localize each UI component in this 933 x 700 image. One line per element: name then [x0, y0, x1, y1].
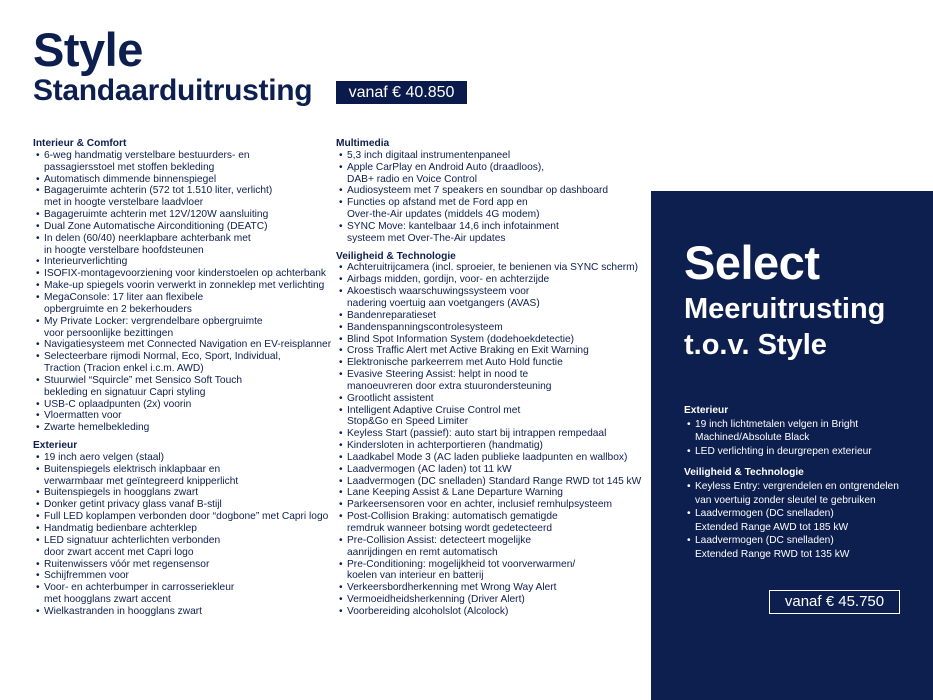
list-item: • Buitenspiegels in hoogglans zwart	[33, 487, 333, 499]
list-item: • 5,3 inch digitaal instrumentenpaneel	[336, 150, 646, 162]
select-section-exterieur	[684, 404, 924, 458]
list-item: • Grootlicht assistent	[336, 393, 646, 405]
list-item: • Apple CarPlay en Android Auto (draadloos), DAB+ radio en Voice Control	[336, 162, 646, 186]
section-multimedia	[336, 138, 646, 245]
section-title: Exterieur	[684, 405, 729, 416]
list-item: • Intelligent Adaptive Cruise Control met Stop&Go en Speed Limiter	[336, 405, 646, 429]
list-item: • Pre-Collision Assist: detecteert mogelijke aanrijdingen en remt automatisch	[336, 535, 646, 559]
list-item: • In delen (60/40) neerklapbare achterbank met in hoogte verstelbare hoofdsteunen	[33, 233, 333, 257]
left-column	[33, 138, 333, 618]
list-item: • Donker getint privacy glass vanaf B-stijl	[33, 499, 333, 511]
section-exterieur	[33, 440, 333, 618]
list-item: • Full LED koplampen verbonden door “dogbone” met Capri logo	[33, 511, 333, 523]
list-item: • Laadkabel Mode 3 (AC laden publieke laadpunten en wallbox)	[336, 452, 646, 464]
list-item: • Bagageruimte achterin (572 tot 1.510 liter, verlicht) met in hoogte verstelbare laadvloer	[33, 185, 333, 209]
section-title: Veiligheid & Technologie	[684, 467, 804, 479]
select-panel	[651, 191, 933, 700]
list-item: • LED signatuur achterlichten verbonden door zwart accent met Capri logo	[33, 535, 333, 559]
list-item: • Kindersloten in achterportieren (handmatig)	[336, 440, 646, 452]
list-item: • Vermoeidheidsherkenning (Driver Alert)	[336, 594, 646, 606]
select-title: Select	[684, 236, 820, 289]
list-item: • Achteruitrijcamera (incl. sproeier, te benienen via SYNC scherm)	[336, 262, 646, 274]
list-item: • Blind Spot Information System (dodehoekdetectie)	[336, 334, 646, 346]
page-title: Style	[33, 23, 143, 76]
feature-list	[33, 452, 333, 618]
section-veiligheid-technologie	[336, 251, 646, 618]
list-item: • Voorbereiding alcoholslot (Alcolock)	[336, 606, 646, 618]
list-item: • Bandenspanningscontrolesysteem	[336, 322, 646, 334]
list-item: • Bandenreparatieset	[336, 310, 646, 322]
list-item: • Wielkastranden in hoogglans zwart	[33, 606, 333, 618]
list-item: • Audiosysteem met 7 speakers en soundbar op dashboard	[336, 185, 646, 197]
list-item: • SYNC Move: kantelbaar 14,6 inch infotainment systeem met Over-The-Air updates	[336, 221, 646, 245]
list-item: • Bagageruimte achterin met 12V/120W aansluiting	[33, 209, 333, 221]
list-item: • Buitenspiegels elektrisch inklapbaar en verwarmbaar met geïntegreerd knipperlicht	[33, 464, 333, 488]
list-item: • Stuurwiel “Squircle” met Sensico Soft Touch bekleding en signatuur Capri styling	[33, 375, 333, 399]
list-item: • Automatisch dimmende binnenspiegel	[33, 174, 333, 186]
style-price-badge: vanaf € 40.850	[336, 81, 467, 104]
list-item: • My Private Locker: vergrendelbare opbergruimte voor persoonlijke bezittingen	[33, 316, 333, 340]
list-item: • Parkeersensoren voor en achter, inclusief remhulpsysteem	[336, 499, 646, 511]
feature-list	[336, 150, 646, 245]
list-item: • Vloermatten voor	[33, 410, 333, 422]
list-item: • Make-up spiegels voorin verwerkt in zonneklep met verlichting	[33, 280, 333, 292]
select-features	[684, 404, 924, 562]
list-item: • Zwarte hemelbekleding	[33, 422, 333, 434]
list-item: • Navigatiesysteem met Connected Navigation en EV-reisplanner	[33, 339, 333, 351]
feature-list	[684, 480, 924, 562]
list-item: • Keyless Start (passief): auto start bij intrappen rempedaal	[336, 428, 646, 440]
list-item: • Ruitenwissers vóór met regensensor	[33, 559, 333, 571]
list-item: • Elektronische parkeerrem met Auto Hold functie	[336, 357, 646, 369]
list-item: • Keyless Entry: vergrendelen en ontgrendelen van voertuig zonder sleutel te gebruiken	[684, 480, 924, 507]
list-item: • Verkeersbordherkenning met Wrong Way Alert	[336, 582, 646, 594]
list-item: • Cross Traffic Alert met Active Braking en Exit Warning	[336, 345, 646, 357]
select-price-badge: vanaf € 45.750	[769, 590, 900, 614]
section-interieur-comfort	[33, 138, 333, 434]
section-title: Veiligheid & Technologie	[336, 250, 456, 262]
section-title: Interieur & Comfort	[33, 138, 127, 149]
list-item: • Laadvermogen (DC snelladen) Extended Range AWD tot 185 kW	[684, 507, 924, 534]
list-item: • Akoestisch waarschuwingssysteem voor nadering voertuig aan voetgangers (AVAS)	[336, 286, 646, 310]
list-item: • Functies op afstand met de Ford app en Over-the-Air updates (middels 4G modem)	[336, 197, 646, 221]
select-section-veiligheid	[684, 466, 924, 561]
page-subtitle: Standaarduitrusting	[33, 74, 313, 107]
section-title: Multimedia	[336, 138, 390, 149]
list-item: • Airbags midden, gordijn, voor- en achterzijde	[336, 274, 646, 286]
list-item: • LED verlichting in deurgrepen exterieur	[684, 445, 924, 459]
section-title: Exterieur	[33, 440, 78, 452]
list-item: • USB-C oplaadpunten (2x) voorin	[33, 399, 333, 411]
list-item: • Dual Zone Automatische Airconditioning (DEATC)	[33, 221, 333, 233]
list-item: • Laadvermogen (DC snelladen) Standard Range RWD tot 145 kW	[336, 476, 646, 488]
list-item: • ISOFIX-montagevoorziening voor kinderstoelen op achterbank	[33, 268, 333, 280]
list-item: • MegaConsole: 17 liter aan flexibele opbergruimte en 2 bekerhouders	[33, 292, 333, 316]
list-item: • Schijfremmen voor	[33, 570, 333, 582]
feature-list	[684, 418, 924, 459]
list-item: • Voor- en achterbumper in carrosseriekleur met hoogglans zwart accent	[33, 582, 333, 606]
feature-list	[33, 150, 333, 434]
list-item: • 6-weg handmatig verstelbare bestuurders- en passagiersstoel met stoffen bekleding	[33, 150, 333, 174]
select-subtitle: Meeruitrusting t.o.v. Style	[684, 293, 886, 361]
list-item: • Evasive Steering Assist: helpt in nood te manoeuvreren door extra stuurondersteuning	[336, 369, 646, 393]
list-item: • Laadvermogen (AC laden) tot 11 kW	[336, 464, 646, 476]
list-item: • Lane Keeping Assist & Lane Departure Warning	[336, 487, 646, 499]
list-item: • Post-Collision Braking: automatisch gematigde remdruk wanneer botsing wordt gedetecteerd	[336, 511, 646, 535]
list-item: • 19 inch lichtmetalen velgen in Bright Machined/Absolute Black	[684, 418, 924, 445]
feature-list	[336, 262, 646, 617]
list-item: • Selecteerbare rijmodi Normal, Eco, Sport, Individual, Traction (Tracion enkel i.c.m. AWD)	[33, 351, 333, 375]
list-item: • 19 inch aero velgen (staal)	[33, 452, 333, 464]
list-item: • Pre-Conditioning: mogelijkheid tot voorverwarmen/ koelen van interieur en batterij	[336, 559, 646, 583]
list-item: • Handmatig bedienbare achterklep	[33, 523, 333, 535]
middle-column	[336, 138, 646, 618]
list-item: • Interieurverlichting	[33, 256, 333, 268]
list-item: • Laadvermogen (DC snelladen) Extended Range RWD tot 135 kW	[684, 534, 924, 561]
